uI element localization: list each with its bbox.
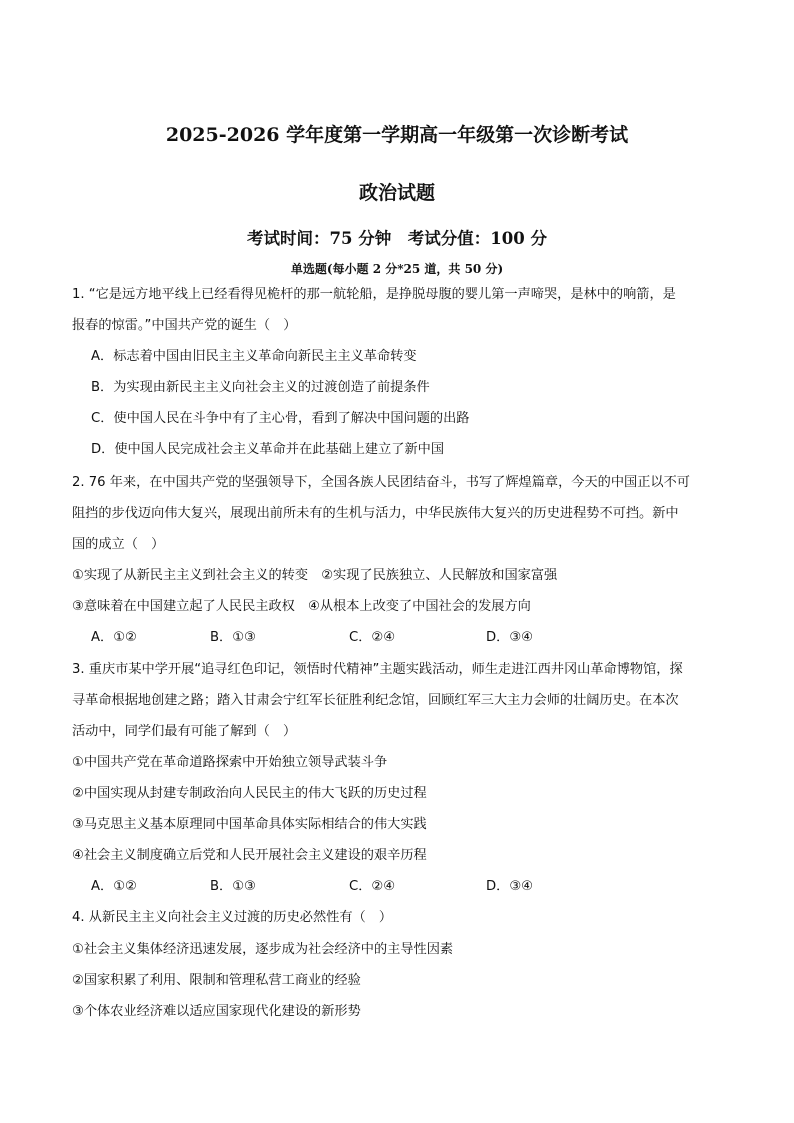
section-heading: 单选题(每小题 2 分*25 道，共 50 分) bbox=[290, 262, 504, 276]
q1-option-c: C．使中国人民在斗争中有了主心骨，看到了解决中国问题的出路 bbox=[91, 411, 470, 426]
q3-item-3: ③马克思主义基本原理同中国革命具体实际相结合的伟大实践 bbox=[72, 817, 427, 832]
q1-option-d: D．使中国人民完成社会主义革命并在此基础上建立了新中国 bbox=[91, 442, 445, 457]
q3-choice-b: B．①③ bbox=[210, 879, 256, 894]
q3-choice-a: A．①② bbox=[91, 879, 137, 894]
q2-choice-c: C．②④ bbox=[349, 630, 396, 645]
q3-stem-line-1: 3. 重庆市某中学开展“追寻红色印记，领悟时代精神”主题实践活动，师生走进江西井冈山革命博物馆，探 bbox=[72, 662, 683, 677]
q2-choice-b: B．①③ bbox=[210, 630, 256, 645]
q2-stem-line-1: 2. 76 年来，在中国共产党的坚强领导下，全国各族人民团结奋斗，书写了辉煌篇章，今天的中国正以不可 bbox=[72, 475, 690, 490]
q4-item-3: ③个体农业经济难以适应国家现代化建设的新形势 bbox=[72, 1004, 361, 1019]
exam-info: 考试时间：75 分钟 考试分值：100 分 bbox=[247, 229, 547, 248]
exam-subtitle: 政治试题 bbox=[358, 182, 435, 204]
q2-stem-line-3: 国的成立（ ） bbox=[72, 537, 165, 552]
q1-stem-line-1: 1. “它是远方地平线上已经看得见桅杆的那一航轮船，是挣脱母腹的婴儿第一声啼哭，是林中的响箭，是 bbox=[72, 287, 676, 302]
q3-choice-c: C．②④ bbox=[349, 879, 396, 894]
q3-item-4: ④社会主义制度确立后党和人民开展社会主义建设的艰辛历程 bbox=[72, 848, 427, 863]
q2-items-line-1: ①实现了从新民主主义到社会主义的转变 ②实现了民族独立、人民解放和国家富强 bbox=[72, 568, 558, 583]
q4-stem-line-1: 4. 从新民主主义向社会主义过渡的历史必然性有（ ） bbox=[72, 910, 393, 925]
q2-choice-d: D．③④ bbox=[486, 630, 533, 645]
q4-item-1: ①社会主义集体经济迅速发展，逐步成为社会经济中的主导性因素 bbox=[72, 942, 454, 957]
q2-choice-a: A．①② bbox=[91, 630, 137, 645]
q1-option-b: B．为实现由新民主主义向社会主义的过渡创造了前提条件 bbox=[91, 380, 430, 395]
q2-items-line-2: ③意味着在中国建立起了人民民主政权 ④从根本上改变了中国社会的发展方向 bbox=[72, 599, 531, 614]
q1-stem-line-2: 报春的惊雷。”中国共产党的诞生（ ） bbox=[72, 318, 297, 333]
q2-stem-line-2: 阻挡的步伐迈向伟大复兴，展现出前所未有的生机与活力，中华民族伟大复兴的历史进程势不可挡。新中 bbox=[72, 506, 679, 521]
q3-item-1: ①中国共产党在革命道路探索中开始独立领导武装斗争 bbox=[72, 755, 388, 770]
q3-stem-line-3: 活动中，同学们最有可能了解到（ ） bbox=[72, 724, 297, 739]
q3-choice-d: D．③④ bbox=[486, 879, 533, 894]
q4-item-2: ②国家积累了利用、限制和管理私营工商业的经验 bbox=[72, 973, 361, 988]
exam-title: 2025-2026 学年度第一学期高一年级第一次诊断考试 bbox=[165, 124, 629, 146]
q3-stem-line-2: 寻革命根据地创建之路；踏入甘肃会宁红军长征胜利纪念馆，回顾红军三大主力会师的壮阔历史。在本次 bbox=[72, 693, 679, 708]
q1-option-a: A．标志着中国由旧民主主义革命向新民主主义革命转变 bbox=[91, 349, 417, 364]
q3-item-2: ②中国实现从封建专制政治向人民民主的伟大飞跃的历史过程 bbox=[72, 786, 427, 801]
